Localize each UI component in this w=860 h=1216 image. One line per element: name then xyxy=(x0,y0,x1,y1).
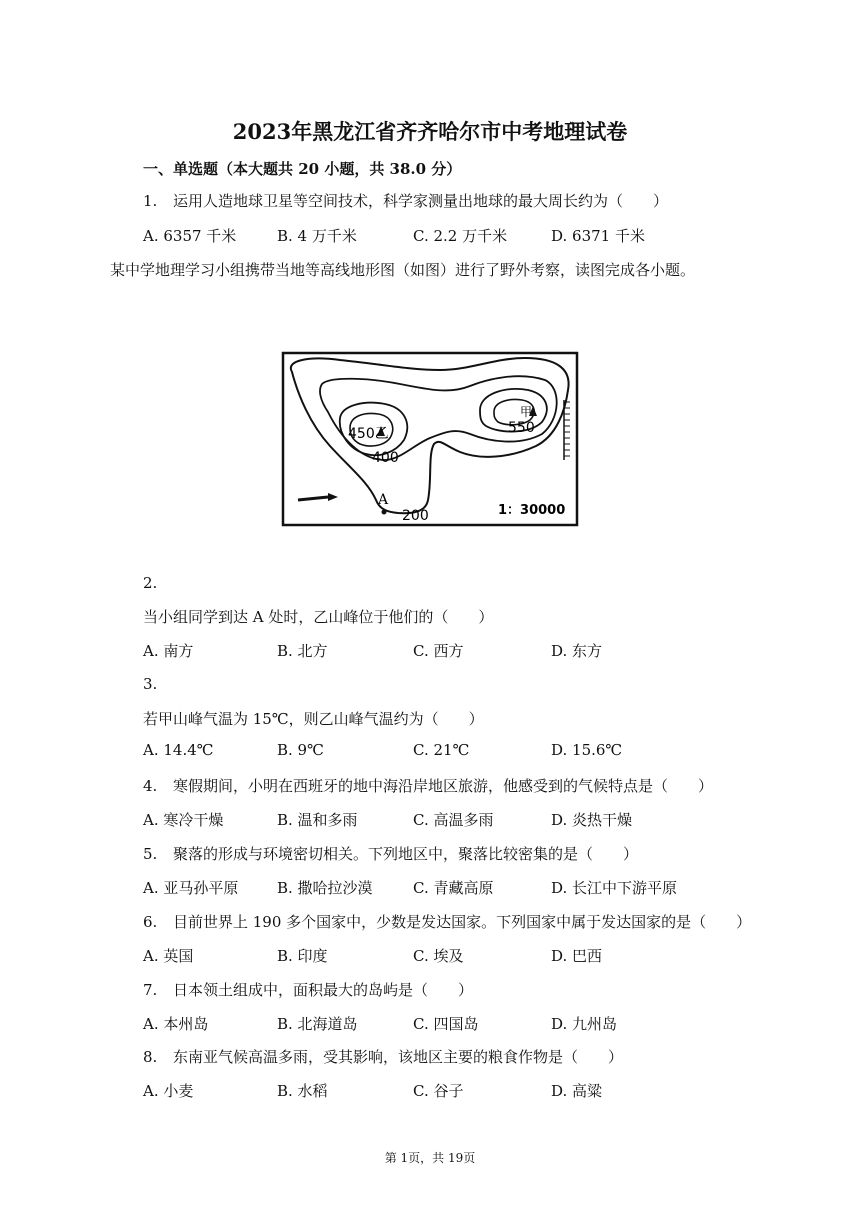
map-frame xyxy=(283,353,577,525)
question-8 xyxy=(143,1046,623,1067)
label-a: A xyxy=(378,492,389,508)
q3-option-c: C. 21℃ xyxy=(413,741,470,759)
q1-option-c: C. 2.2 万千米 xyxy=(413,227,508,245)
q8-option-d: D. 高粱 xyxy=(551,1082,603,1100)
page-title: 2023年黑龙江省齐齐哈尔市中考地理试卷 xyxy=(232,119,628,144)
question-7 xyxy=(143,979,473,1000)
point-a-marker xyxy=(382,510,387,515)
question-number: 1. xyxy=(143,192,158,210)
q7-option-b: B. 北海道岛 xyxy=(277,1015,358,1033)
q2-option-c: C. 西方 xyxy=(413,642,464,660)
question-3-text: 若甲山峰气温为 15℃，则乙山峰气温约为（ ） xyxy=(143,710,484,728)
label-550: 550 xyxy=(508,420,535,436)
question-2-number: 2. xyxy=(143,574,158,592)
question-1 xyxy=(143,190,668,211)
q7-option-a: A. 本州岛 xyxy=(143,1015,209,1033)
q1-option-b: B. 4 万千米 xyxy=(277,227,357,245)
label-jia: 甲 xyxy=(520,405,533,419)
q4-option-d: D. 炎热干燥 xyxy=(551,811,633,829)
q3-option-d: D. 15.6℃ xyxy=(551,741,623,759)
question-number: 4. xyxy=(143,777,158,795)
q2-option-a: A. 南方 xyxy=(143,642,194,660)
q4-option-b: B. 温和多雨 xyxy=(277,811,358,829)
intro-paragraph: 某中学地理学习小组携带当地等高线地形图（如图）进行了野外考察，读图完成各小题。 xyxy=(110,261,696,279)
question-5 xyxy=(143,843,638,864)
question-text: 聚落的形成与环境密切相关。下列地区中，聚落比较密集的是（ ） xyxy=(173,845,639,863)
q3-option-b: B. 9℃ xyxy=(277,741,324,759)
question-6 xyxy=(143,911,751,932)
label-yi: 450乙 xyxy=(348,426,389,442)
q1-option-d: D. 6371 千米 xyxy=(551,227,645,245)
question-number: 6. xyxy=(143,913,158,931)
north-arrow-icon xyxy=(328,493,338,501)
q1-option-a: A. 6357 千米 xyxy=(143,227,237,245)
q5-option-d: D. 长江中下游平原 xyxy=(551,879,678,897)
q8-option-b: B. 水稻 xyxy=(277,1082,328,1100)
q4-option-c: C. 高温多雨 xyxy=(413,811,494,829)
q5-option-b: B. 撒哈拉沙漠 xyxy=(277,879,373,897)
question-text: 东南亚气候高温多雨，受其影响，该地区主要的粮食作物是（ ） xyxy=(173,1048,624,1066)
cliff-ticks xyxy=(564,402,570,456)
q6-option-d: D. 巴西 xyxy=(551,947,603,965)
question-4 xyxy=(143,775,713,796)
question-text: 日本领土组成中，面积最大的岛屿是（ ） xyxy=(173,981,474,999)
question-number: 8. xyxy=(143,1048,158,1066)
q6-option-c: C. 埃及 xyxy=(413,947,464,965)
q8-option-c: C. 谷子 xyxy=(413,1082,464,1100)
q2-option-d: D. 东方 xyxy=(551,642,603,660)
question-number: 5. xyxy=(143,845,158,863)
question-text: 运用人造地球卫星等空间技术，科学家测量出地球的最大周长约为（ ） xyxy=(173,192,669,210)
question-text: 目前世界上 190 多个国家中，少数是发达国家。下列国家中属于发达国家的是（ ） xyxy=(173,913,752,931)
page-footer: 第 1页，共 19页 xyxy=(384,1151,476,1165)
question-3-number: 3. xyxy=(143,675,158,693)
q5-option-c: C. 青藏高原 xyxy=(413,879,494,897)
q7-option-d: D. 九州岛 xyxy=(551,1015,618,1033)
question-number: 7. xyxy=(143,981,158,999)
question-text: 寒假期间，小明在西班牙的地中海沿岸地区旅游，他感受到的气候特点是（ ） xyxy=(173,777,714,795)
q6-option-a: A. 英国 xyxy=(143,947,194,965)
map-scale: 1：30000 xyxy=(498,503,566,518)
label-400: 400 xyxy=(372,450,399,466)
question-2-text: 当小组同学到达 A 处时，乙山峰位于他们的（ ） xyxy=(143,608,494,626)
section-heading: 一、单选题（本大题共 20 小题，共 38.0 分） xyxy=(143,160,462,178)
arrow-shaft xyxy=(298,497,328,500)
label-200: 200 xyxy=(402,508,429,524)
q5-option-a: A. 亚马孙平原 xyxy=(143,879,239,897)
q6-option-b: B. 印度 xyxy=(277,947,328,965)
contour-map xyxy=(280,350,580,530)
q2-option-b: B. 北方 xyxy=(277,642,328,660)
q7-option-c: C. 四国岛 xyxy=(413,1015,479,1033)
q4-option-a: A. 寒冷干燥 xyxy=(143,811,224,829)
q8-option-a: A. 小麦 xyxy=(143,1082,194,1100)
q3-option-a: A. 14.4℃ xyxy=(143,741,214,759)
